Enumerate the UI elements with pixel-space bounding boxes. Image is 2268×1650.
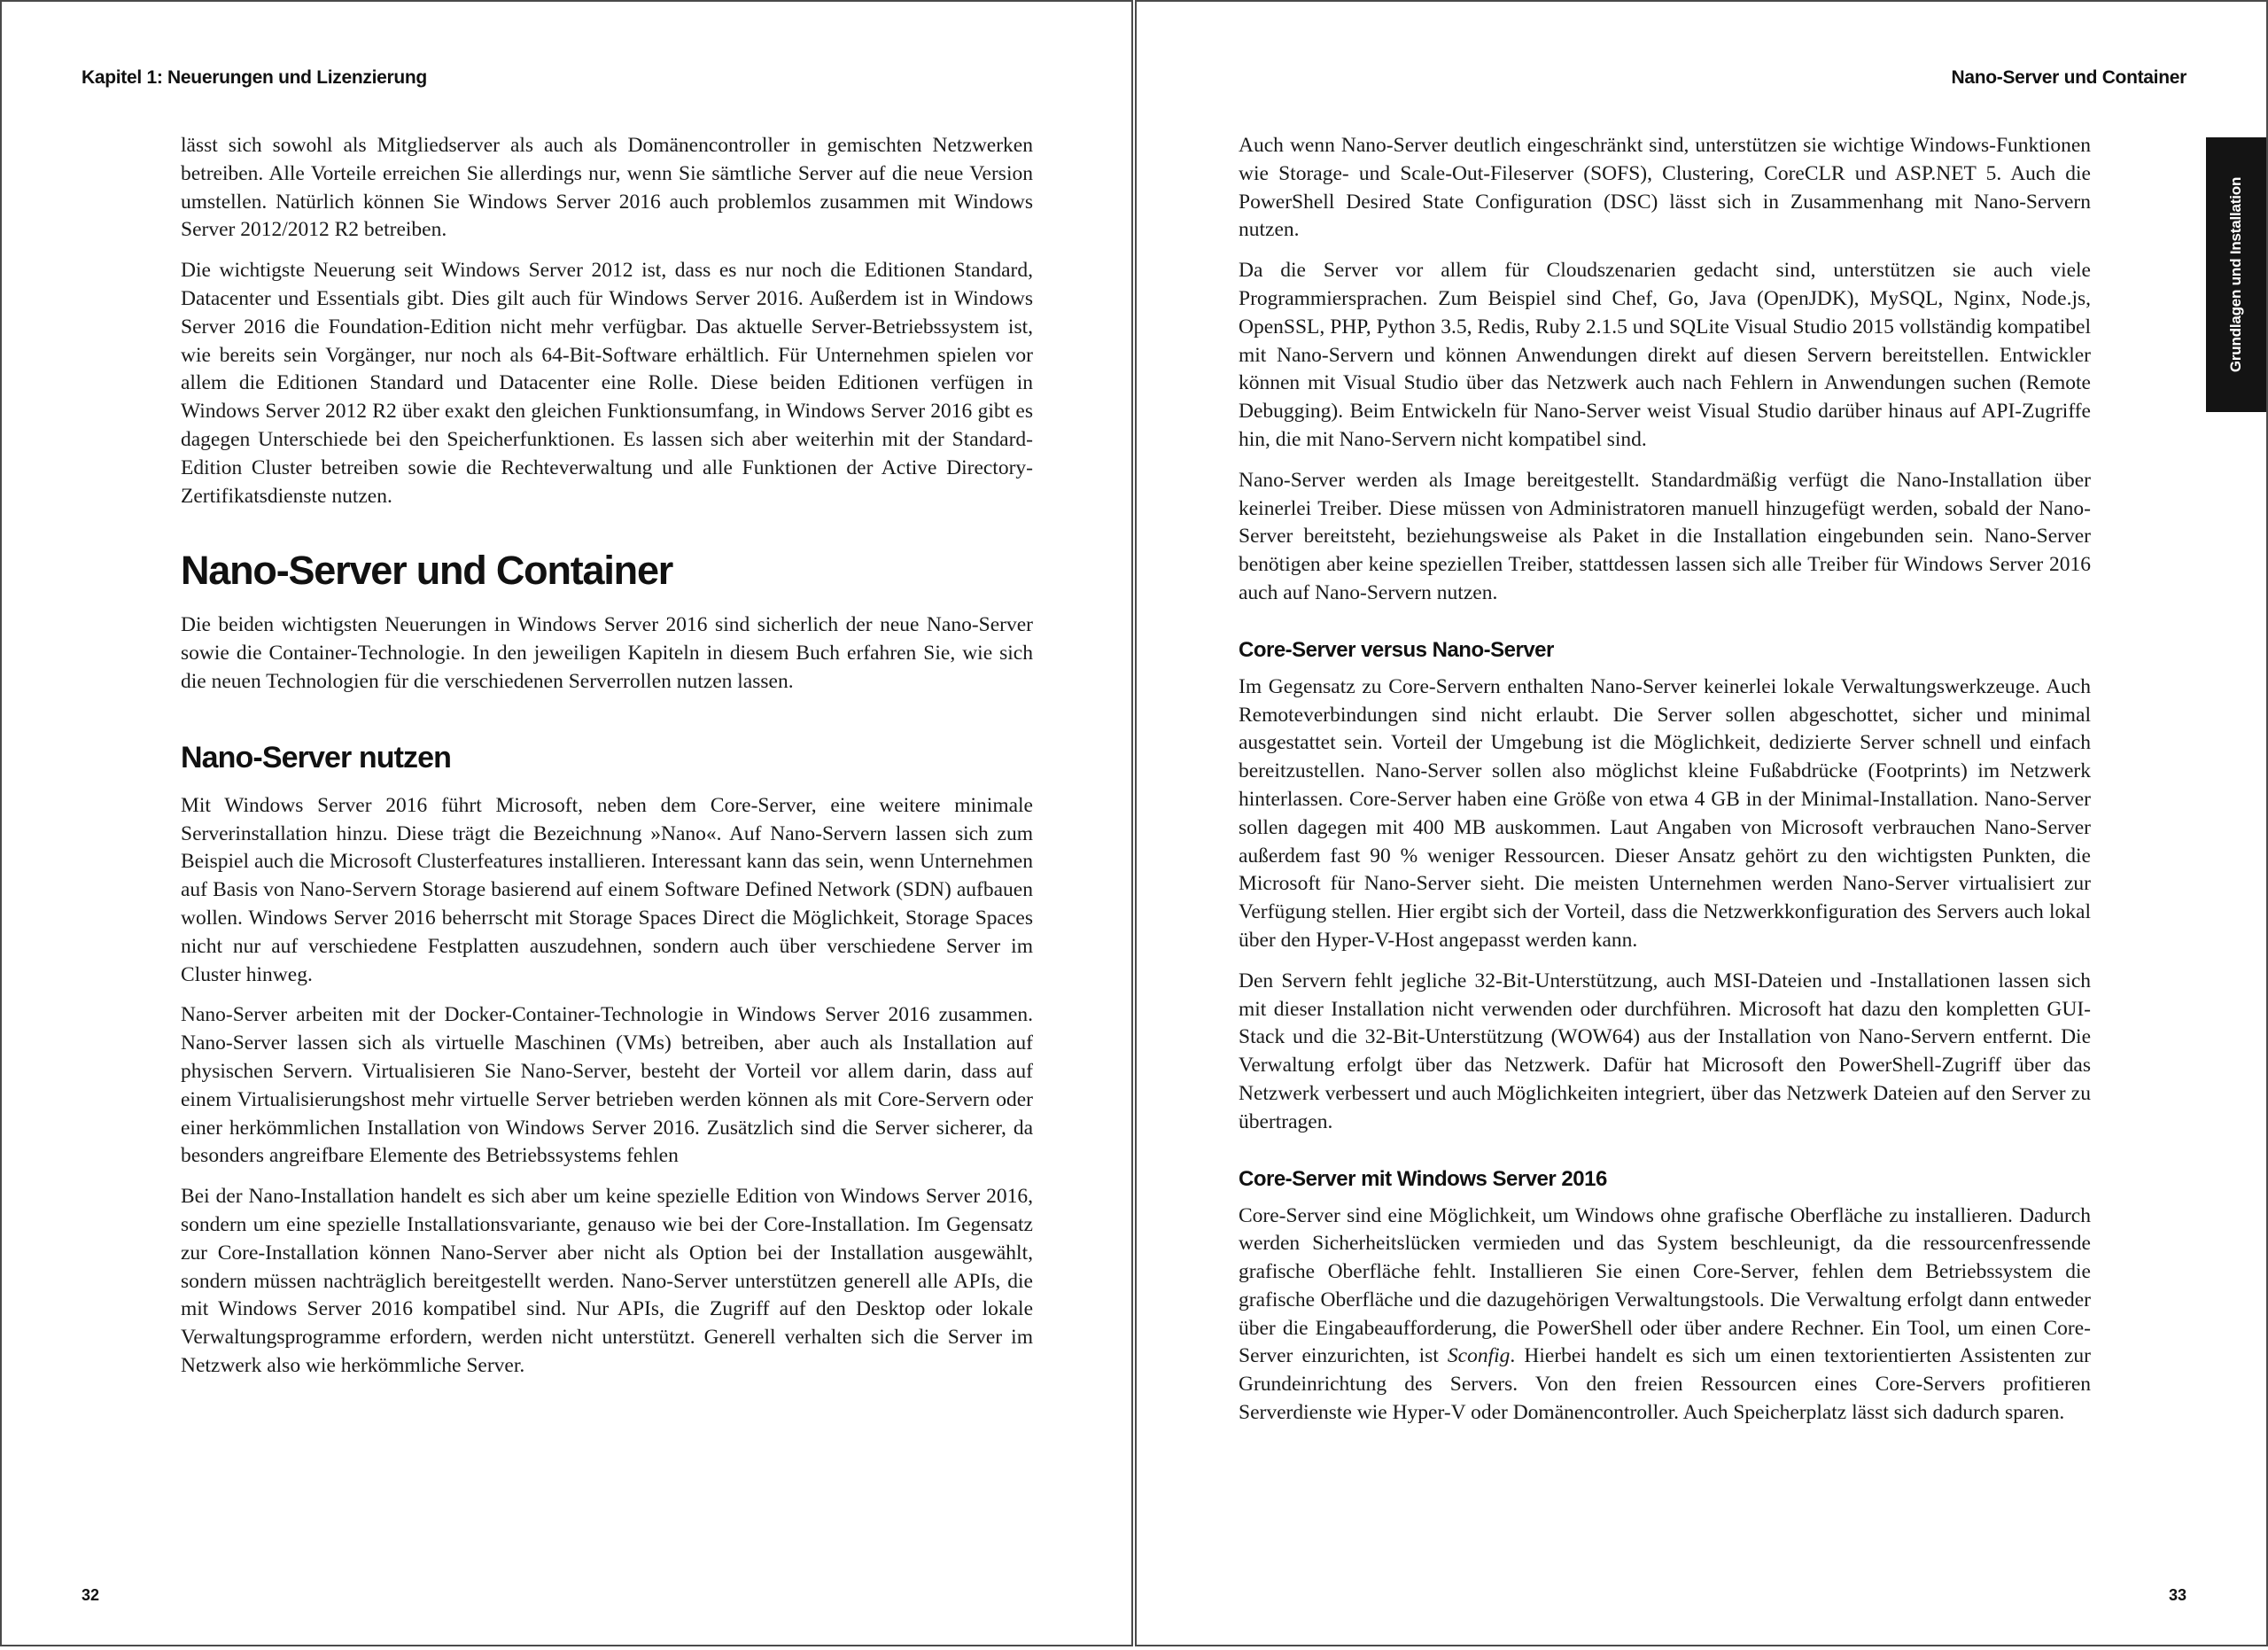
running-head: Nano-Server und Container [1951, 67, 2186, 88]
paragraph: Nano-Server arbeiten mit der Docker-Container-Technologie in Windows Server 2016 zusammen. Nano-Server lassen sich als virtuelle Maschinen (VMs) betreiben, aber auch als Installation auf physischen Servern. Virtualisieren Sie Nano-Server, besteht der Vorteil vor allem darin, dass auf einem Virtualisierungshost mehr virtuelle Server betrieben werden können als mit Core-Servern oder einer herkömmlichen Installation von Windows Server 2016. Zusätzlich sind die Server sicherer, da besonders angreifbare Elemente des Betriebssystems fehlen [181, 1003, 1033, 1168]
paragraph: Im Gegensatz zu Core-Servern enthalten Nano-Server keinerlei lokale Verwaltungswerkzeuge. Auch Remoteverbindungen sind nicht erlaubt. Die Server sollen abgeschottet, sicher und minimal ausgestattet sein. Vorteil der Umgebung ist die Möglichkeit, dedizierte Server schnell und einfach bereitzustellen. Nano-Server sollen also möglichst kleine Fußabdrücke (Footprints) im Netzwerk hinterlassen. Core-Server haben eine Größe von etwa 4 GB in der Minimal-Installation. Nano-Server sollen dagegen mit 400 MB auskommen. Laut Angaben von Microsoft verbrauchen Nano-Server außerdem fast 90 % weniger Ressourcen. Dieser Ansatz gehört zu den wichtigsten Punkten, die Microsoft für Nano-Server sieht. Die meisten Unternehmen werden Nano-Server virtualisiert zur Verfügung stellen. Hier ergibt sich der Vorteil, dass die Netzwerkkonfiguration des Servers auch lokal über den Hyper-V-Host angepasst werden kann. [1239, 674, 2091, 952]
subsection-heading: Core-Server versus Nano-Server [1239, 637, 1554, 662]
paragraph: Da die Server vor allem für Cloudszenarien gedacht sind, unterstützen sie auch viele Programmiersprachen. Zum Beispiel sind Chef, Go, Java (OpenJDK), MySQL, Nginx, Node.js, OpenSSL, PHP, Python 3.5, Redis, Ruby 2.1.5 und SQLite Visual Studio 2015 vollständig kompatibel mit Nano-Servern und können Anwendungen direkt auf diesen Servern bereitstellen. Entwickler können mit Visual Studio über das Netzwerk auch nach Fehlern in Anwendungen suchen (Remote Debugging). Beim Entwickeln für Nano-Server weist Visual Studio darüber hinaus auf API-Zugriffe hin, die mit Nano-Servern nicht kompatibel sind. [1239, 259, 2091, 451]
paragraph: Nano-Server werden als Image bereitgestellt. Standardmäßig verfügt die Nano-Installation über keinerlei Treiber. Diese müssen von Administratoren manuell hinzugefügt werden, sobald der Nano-Server bereitsteht, beziehungsweise als Paket in die Installation eingebunden sein. Nano-Server benötigen aber keine speziellen Treiber, stattdessen lassen sich alle Treiber für Windows Server 2016 auch auf Nano-Servern nutzen. [1239, 468, 2091, 604]
paragraph-text: Core-Server sind eine Möglichkeit, um Windows ohne grafische Oberfläche zu installieren. Dadurch werden Sicherheitslücken vermieden und das System beschleunigt, da die ressourcenfressende grafische Oberfläche fehlt. Installieren Sie einen Core-Server, fehlen dem Betriebssystem die grafische Oberfläche und die dazugehörigen Verwaltungstools. Die Verwaltung erfolgt dann entweder über die Eingabeaufforderung, die PowerShell oder über andere Rechner. Ein Tool, um einen Core-Server einzurichten, ist [1239, 1203, 2091, 1368]
italic-term: Sconfig [1447, 1344, 1511, 1368]
text-column [181, 132, 1033, 1393]
subsection-heading: Nano-Server nutzen [181, 740, 451, 774]
section-heading: Nano-Server und Container [181, 548, 673, 594]
paragraph: Den Servern fehlt jegliche 32-Bit-Unterstützung, auch MSI-Dateien und -Installationen lassen sich mit dieser Installation nicht verwenden oder durchführen. Microsoft hat dazu den kompletten GUI-Stack und die 32-Bit-Unterstützung (WOW64) aus der Installation von Nano-Servern entfernt. Die Verwaltung erfolgt über das Netzwerk. Dafür hat Microsoft den PowerShell-Zugriff über das Netzwerk verbessert und auch Möglichkeiten integriert, über das Netzwerk Dateien auf den Server zu übertragen. [1239, 969, 2091, 1133]
page-number: 32 [82, 1586, 100, 1604]
subsection-heading: Core-Server mit Windows Server 2016 [1239, 1166, 1607, 1191]
left-page [0, 0, 1133, 1646]
chapter-thumb-tab [2206, 137, 2266, 412]
paragraph: Bei der Nano-Installation handelt es sich aber um keine spezielle Edition von Windows Server 2016, sondern um eine spezielle Installationsvariante, genauso wie bei der Core-Installation. Im Gegensatz zur Core-Installation können Nano-Server aber nicht als Option bei der Installation ausgewählt, sondern müssen nachträglich bereitgestellt werden. Nano-Server unterstützen generell alle APIs, die mit Windows Server 2016 kompatibel sind. Nur APIs, die Zugriff auf den Desktop oder lokale Verwaltungsprogramme erfordern, werden nicht unterstützt. Generell verhalten sich die Server im Netzwerk also wie herkömmliche Server. [181, 1185, 1033, 1377]
paragraph: Die beiden wichtigsten Neuerungen in Windows Server 2016 sind sicherlich der neue Nano-Server sowie die Container-Technologie. In den jeweiligen Kapiteln in diesem Buch erfahren Sie, wie sich die neuen Technologien für die verschiedenen Serverrollen nutzen lassen. [181, 613, 1033, 693]
paragraph: Auch wenn Nano-Server deutlich eingeschränkt sind, unterstützen sie wichtige Windows-Funktionen wie Storage- und Scale-Out-Fileserver (SOFS), Clustering, CoreCLR und ASP.NET 5. Auch die PowerShell Desired State Configuration (DSC) lässt sich in Zusammenhang mit Nano-Servern nutzen. [1239, 134, 2091, 242]
thumb-tab-label: Grundlagen und Installation [2227, 176, 2244, 373]
paragraph: Mit Windows Server 2016 führt Microsoft, neben dem Core-Server, eine weitere minimale Serverinstallation hinzu. Diese trägt die Bezeichnung »Nano«. Auf Nano-Servern lassen sich zum Beispiel auch die Microsoft Clusterfeatures installieren. Interessant kann das sein, wenn Unternehmen auf Basis von Nano-Servern Storage basierend auf einem Software Defined Network (SDN) aufbauen wollen. Windows Server 2016 beherrscht mit Storage Spaces Direct die Möglichkeit, Storage Spaces nicht nur auf verschiedene Festplatten auszudehnen, sondern auch über verschiedene Server im Cluster hinweg. [181, 793, 1033, 986]
paragraph [1239, 1202, 2091, 1428]
paragraph: Die wichtigste Neuerung seit Windows Server 2012 ist, dass es nur noch die Editionen Standard, Datacenter und Essentials gibt. Dies gilt auch für Windows Server 2016. Außerdem ist in Windows Server 2016 die Foundation-Edition nicht mehr verfügbar. Das aktuelle Server-Betriebssystem ist, wie bereits sein Vorgänger, nur noch als 64-Bit-Software erhältlich. Für Unternehmen spielen vor allem die Editionen Standard und Datacenter eine Rolle. Diese beiden Editionen verfügen in Windows Server 2012 R2 über exakt den gleichen Funktionsumfang, in Windows Server 2016 gibt es dagegen Unterschiede bei den Speicherfunktionen. Es lassen sich aber weiterhin mit der Standard-Edition Cluster betreiben sowie die Rechteverwaltung und alle Funktionen der Active Directory-Zertifikatsdienste nutzen. [181, 259, 1033, 508]
running-head: Kapitel 1: Neuerungen und Lizenzierung [82, 67, 427, 88]
right-page [1135, 0, 2268, 1646]
text-column [1239, 132, 2091, 1440]
paragraph: lässt sich sowohl als Mitgliedserver als auch als Domänencontroller in gemischten Netzwerken betreiben. Alle Vorteile erreichen Sie allerdings nur, wenn Sie sämtliche Server auf die neue Version umstellen. Natürlich können Sie Windows Server 2016 auch problemlos zusammen mit Windows Server 2012/2012 R2 betreiben. [181, 134, 1033, 242]
page-number: 33 [2168, 1586, 2186, 1604]
paragraph-text: . Hierbei handelt es sich um einen textorientierten Assistenten zur Grundeinrichtung des Servers. Von den freien Ressourcen eines Core-Servers profitieren Serverdienste wie Hyper-V oder Domänencontroller. Auch Speicherplatz lässt sich dadurch sparen. [1239, 1344, 2091, 1425]
